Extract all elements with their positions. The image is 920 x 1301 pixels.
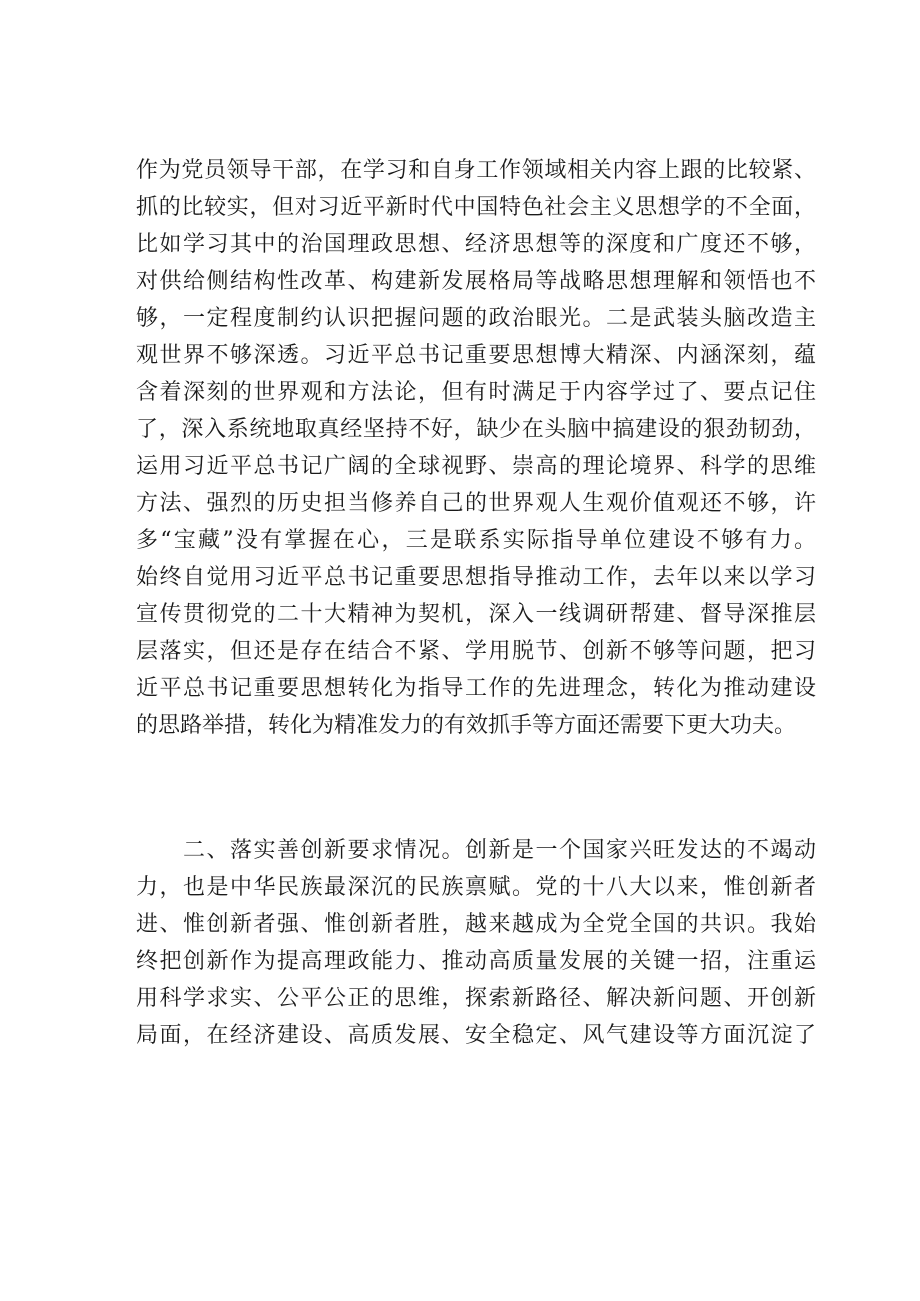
paragraph-1-line: 含着深刻的世界观和方法论，但有时满足于内容学过了、要点记住 [136,380,816,405]
paragraph-2-line: 局面，在经济建设、高质发展、安全稳定、风气建设等方面沉淀了 [136,1023,816,1048]
paragraph-1-line: 够，一定程度制约认识把握问题的政治眼光。二是武装头脑改造主 [136,306,816,331]
paragraph-2-line: 用科学求实、公平公正的思维，探索新路径、解决新问题、开创新 [136,986,816,1011]
paragraph-2-line: 力，也是中华民族最深沉的民族禀赋。党的十八大以来，惟创新者 [136,875,816,900]
paragraph-1-line: 抓的比较实，但对习近平新时代中国特色社会主义思想学的不全面， [136,195,816,220]
paragraph-1 [136,152,816,744]
paragraph-2 [136,832,816,1054]
paragraph-1-line: 层落实，但还是存在结合不紧、学用脱节、创新不够等问题，把习 [136,639,816,664]
paragraph-1-line: 方法、强烈的历史担当修养自己的世界观人生观价值观还不够，许 [136,491,816,516]
paragraph-2-line: 进、惟创新者强、惟创新者胜，越来越成为全党全国的共识。我始 [136,912,816,937]
paragraph-1-line: 对供给侧结构性改革、构建新发展格局等战略思想理解和领悟也不 [136,269,816,294]
paragraph-1-line: 作为党员领导干部，在学习和自身工作领域相关内容上跟的比较紧、 [136,158,816,183]
paragraph-1-line: 始终自觉用习近平总书记重要思想指导推动工作，去年以来以学习 [136,565,816,590]
paragraph-1-line: 多“宝藏”没有掌握在心，三是联系实际指导单位建设不够有力。 [136,528,816,553]
paragraph-2-line: 终把创新作为提高理政能力、推动高质量发展的关键一招，注重运 [136,949,816,974]
paragraph-1-line: 了，深入系统地取真经坚持不好，缺少在头脑中搞建设的狠劲韧劲， [136,417,816,442]
paragraph-1-line: 的思路举措，转化为精准发力的有效抓手等方面还需要下更大功夫。 [136,713,797,738]
paragraph-1-line: 近平总书记重要思想转化为指导工作的先进理念，转化为推动建设 [136,676,816,701]
paragraph-1-line: 比如学习其中的治国理政思想、经济思想等的深度和广度还不够， [136,232,816,257]
paragraph-1-line: 宣传贯彻党的二十大精神为契机，深入一线调研帮建、督导深推层 [136,602,816,627]
paragraph-1-line: 运用习近平总书记广阔的全球视野、崇高的理论境界、科学的思维 [136,454,816,479]
paragraph-1-line: 观世界不够深透。习近平总书记重要思想博大精深、内涵深刻，蕴 [136,343,816,368]
paragraph-2-line: 二、落实善创新要求情况。创新是一个国家兴旺发达的不竭动 [136,838,816,863]
